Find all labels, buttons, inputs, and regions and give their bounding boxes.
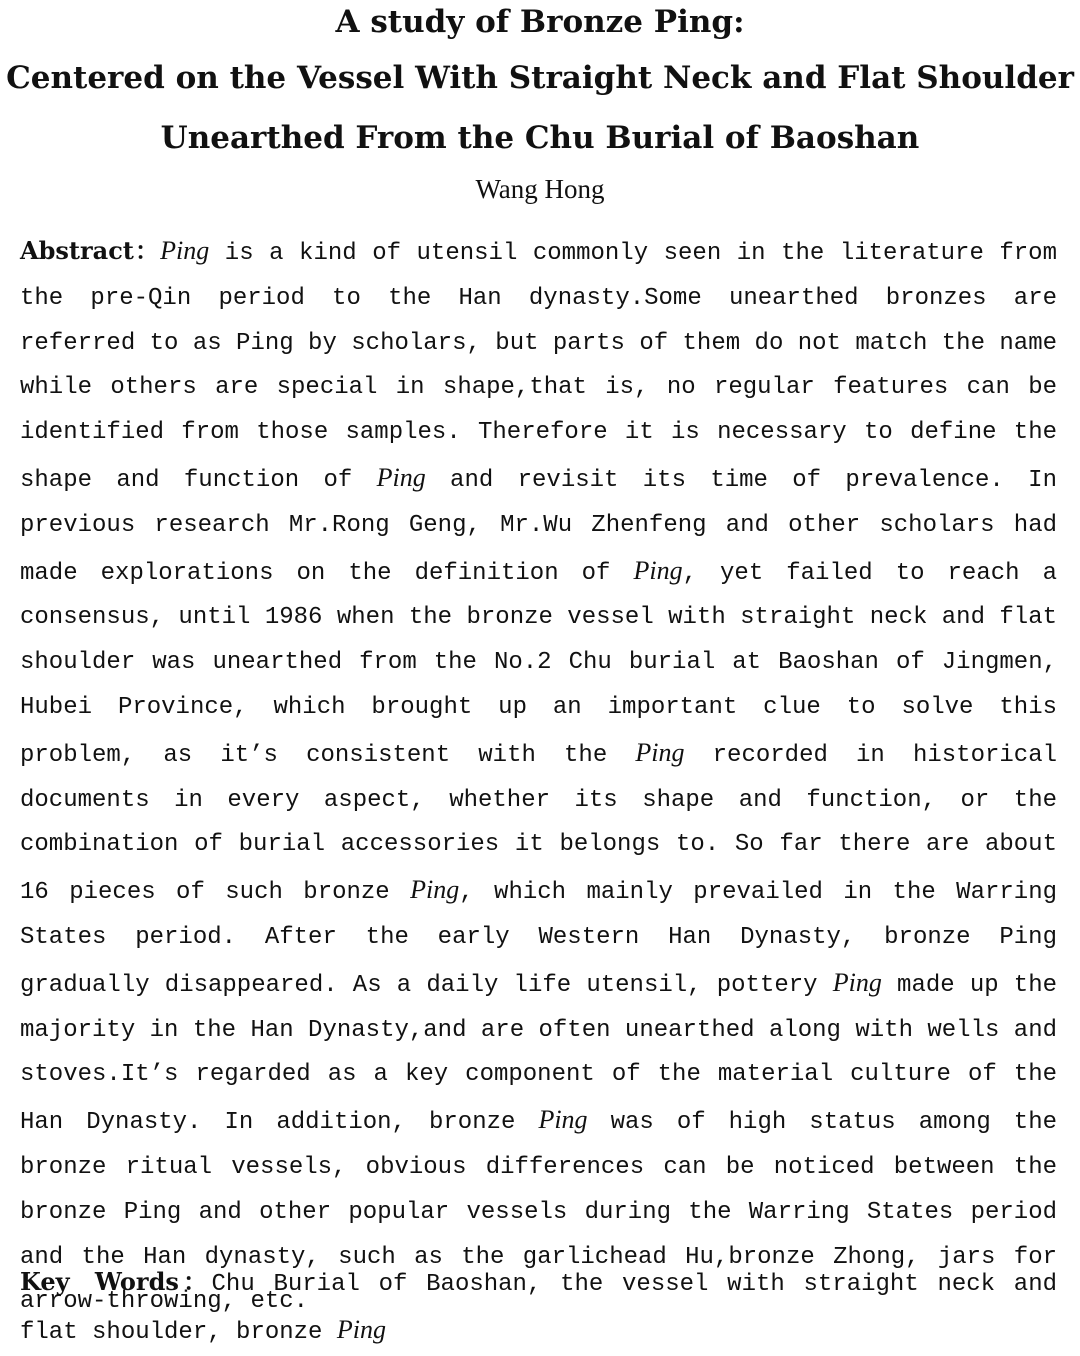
abstract-text: , which mainly prevailed in the Warring States period. After the early Western Han Dynasty, bronze Ping gradually disappeared. As a daily life utensil, pottery	[20, 879, 1057, 999]
abstract-paragraph	[20, 229, 1057, 1325]
term-ping: Ping	[635, 737, 685, 767]
term-ping: Ping	[336, 1314, 386, 1344]
author-name: Wang Hong	[475, 174, 605, 204]
term-ping: Ping	[538, 1105, 588, 1135]
abstract-text: is a kind of utensil commonly seen in the literature from the pre-Qin period to the Han dynasty.Some unearthed bronzes are referred to as Ping by scholars, but parts of them do not match the name while others are special in shape,that is, no regular features can be identified from those samples. Therefore it is necessary to define the shape and function of	[20, 240, 1057, 494]
term-ping: Ping	[376, 462, 426, 492]
term-ping: Ping	[410, 875, 460, 905]
term-ping: Ping	[633, 555, 683, 585]
keywords-heading: Key Words：	[20, 1267, 212, 1296]
paper-title-line-1: A study of Bronze Ping:	[335, 4, 745, 40]
term-ping: Ping	[160, 236, 210, 265]
term-ping: Ping	[832, 967, 882, 997]
keywords-text: Chu Burial of Baoshan, the vessel with straight neck and flat shoulder, bronze	[20, 1271, 1057, 1346]
abstract-heading: Abstract：	[20, 236, 161, 265]
paper-title-line-2: Centered on the Vessel With Straight Neck and Flat Shoulder	[6, 60, 1074, 96]
abstract-text: made up the majority in the Han Dynasty,and are often unearthed along with wells and stoves.It’s regarded as a key component of the material culture of the Han Dynasty. In addition, bronze	[20, 971, 1058, 1137]
abstract-text: , yet failed to reach a consensus, until 1986 when the bronze vessel with straight neck and flat shoulder was unearthed from the No.2 Chu burial at Baoshan of Jingmen, Hubei Province, which brought up an important clue to solve this problem, as it’s consistent with the	[20, 559, 1057, 769]
abstract-text: and revisit its time of prevalence. In previous research Mr.Rong Geng, Mr.Wu Zhenfeng and other scholars had made explorations on the definition of	[20, 466, 1057, 587]
keywords-paragraph	[20, 1260, 1057, 1356]
paper-title-line-3: Unearthed From the Chu Burial of Baoshan	[160, 120, 920, 156]
abstract-text: was of high status among the bronze ritual vessels, obvious differences can be noticed between the bronze Ping and other popular vessels during the Warring States period and the Han dynasty, such as the garlichead Hu,bronze Zhong, jars for arrow-throwing, etc.	[20, 1109, 1057, 1316]
abstract-text: recorded in historical documents in every aspect, whether its shape and function, or the combination of burial accessories it belongs to. So far there are about 16 pieces of such bronze	[20, 741, 1057, 907]
